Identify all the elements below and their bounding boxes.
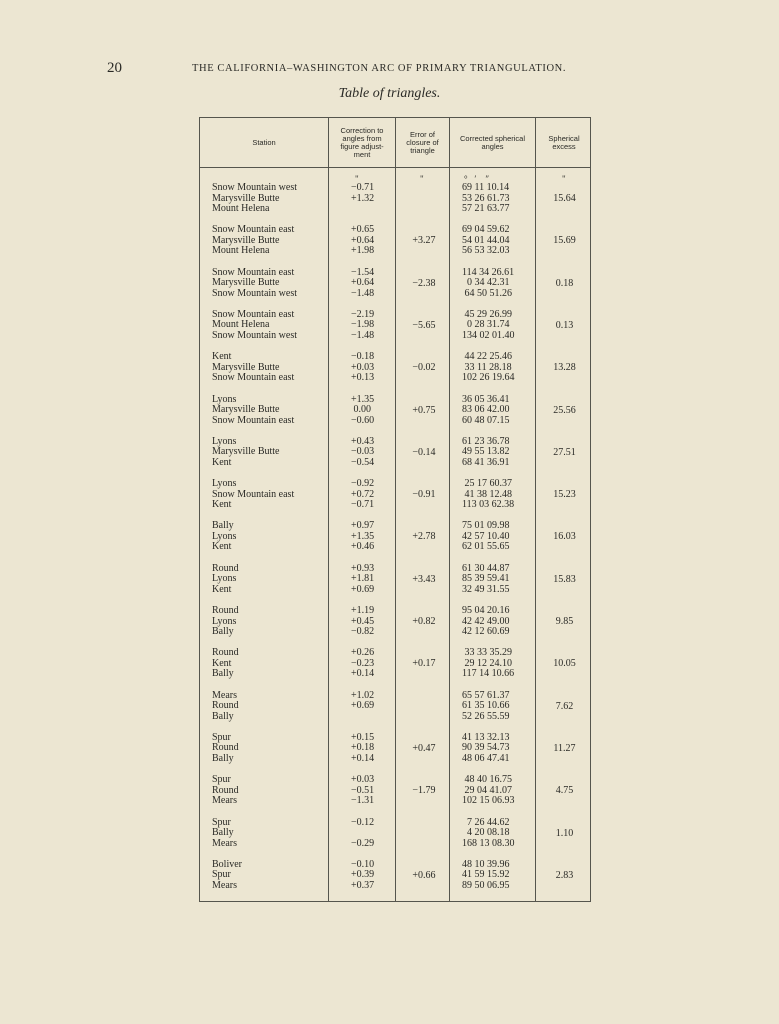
triangle-group bbox=[200, 606, 592, 639]
corrections: −0.10 +0.39 +0.37 bbox=[351, 858, 375, 891]
column-header-station: Station bbox=[252, 137, 276, 147]
triangle-group bbox=[200, 268, 592, 301]
closure-error: +0.17 bbox=[412, 658, 436, 670]
spherical-excess: 0.18 bbox=[555, 277, 574, 289]
units-excess: " bbox=[562, 174, 566, 184]
corrections: −2.19 −1.98 −1.48 bbox=[351, 308, 375, 341]
spherical-excess: 25.56 bbox=[553, 404, 576, 416]
station-names: Lyons Marysville Butte Kent bbox=[212, 435, 280, 468]
spherical-angles: 7 26 44.62 4 20 08.18 168 13 08.30 bbox=[462, 816, 515, 849]
table-title: Table of triangles. bbox=[338, 86, 441, 101]
spherical-excess: 15.69 bbox=[553, 235, 576, 247]
closure-error: +3.27 bbox=[412, 235, 436, 247]
station-names: Boliver Spur Mears bbox=[212, 858, 242, 891]
spherical-excess: 7.62 bbox=[555, 700, 574, 712]
spherical-angles: 65 57 61.37 61 35 10.66 52 26 55.59 bbox=[462, 689, 510, 722]
station-names: Snow Mountain west Marysville Butte Mount Helena bbox=[212, 182, 297, 214]
spherical-angles: 33 33 35.29 29 12 24.10 117 14 10.66 bbox=[462, 647, 515, 680]
triangle-group bbox=[200, 310, 592, 343]
spherical-angles: 41 13 32.13 90 39 54.73 48 06 47.41 bbox=[462, 731, 510, 764]
corrections: −0.92 +0.72 −0.71 bbox=[351, 478, 375, 511]
triangle-group bbox=[200, 648, 592, 681]
station-names: Round Lyons Bally bbox=[212, 605, 239, 637]
station-names: Round Lyons Kent bbox=[212, 562, 239, 595]
corrections: +1.02 +0.69 bbox=[351, 689, 375, 712]
spherical-angles: 25 17 60.37 41 38 12.48 113 03 62.38 bbox=[462, 478, 515, 511]
station-names: Round Kent Bally bbox=[212, 647, 239, 680]
corrections: +0.93 +1.81 +0.69 bbox=[351, 562, 375, 595]
spherical-angles: 75 01 09.98 42 57 10.40 62 01 55.65 bbox=[462, 520, 510, 553]
triangle-group bbox=[200, 564, 592, 597]
triangle-group bbox=[200, 437, 592, 470]
triangle-group bbox=[200, 225, 592, 258]
station-names: Mears Round Bally bbox=[212, 689, 239, 722]
closure-error: −1.79 bbox=[412, 785, 436, 797]
closure-error: −0.14 bbox=[412, 446, 436, 458]
station-names: Lyons Marysville Butte Snow Mountain east bbox=[212, 393, 295, 426]
page-number: 20 bbox=[107, 60, 122, 76]
station-names: Bally Lyons Kent bbox=[212, 520, 237, 553]
spherical-excess: 13.28 bbox=[553, 362, 576, 374]
header-divider bbox=[200, 167, 590, 168]
spherical-excess: 15.23 bbox=[553, 489, 576, 501]
corrections: +1.35 0.00 −0.60 bbox=[351, 393, 375, 426]
triangle-group bbox=[200, 818, 592, 851]
closure-error: +0.75 bbox=[412, 404, 436, 416]
corrections: −0.71 +1.32 bbox=[351, 182, 375, 204]
spherical-angles: 48 10 39.96 41 59 15.92 89 50 06.95 bbox=[462, 858, 510, 891]
spherical-excess: 16.03 bbox=[553, 531, 576, 543]
spherical-angles: 45 29 26.99 0 28 31.74 134 02 01.40 bbox=[462, 308, 515, 341]
spherical-excess: 9.85 bbox=[555, 616, 574, 627]
closure-error: +0.82 bbox=[412, 616, 436, 627]
station-names: Lyons Snow Mountain east Kent bbox=[212, 478, 295, 511]
spherical-angles: 69 11 10.14 53 26 61.73 57 21 63.77 bbox=[462, 182, 510, 214]
corrections: +0.43 −0.03 −0.54 bbox=[351, 435, 375, 468]
station-names: Snow Mountain east Marysville Butte Snow Mountain west bbox=[212, 266, 297, 299]
spherical-angles: 95 04 20.16 42 42 49.00 42 12 60.69 bbox=[462, 605, 510, 637]
spherical-excess: 11.27 bbox=[553, 742, 576, 754]
triangle-group bbox=[200, 691, 592, 724]
corrections: −1.54 +0.64 −1.48 bbox=[351, 266, 375, 299]
units-error: " bbox=[420, 174, 424, 184]
spherical-angles: 48 40 16.75 29 04 41.07 102 15 06.93 bbox=[462, 774, 515, 807]
station-names: Snow Mountain east Mount Helena Snow Mountain west bbox=[212, 308, 297, 341]
spherical-angles: 36 05 36.41 83 06 42.00 60 48 07.15 bbox=[462, 393, 510, 426]
closure-error: −5.65 bbox=[412, 319, 436, 331]
station-names: Spur Round Bally bbox=[212, 731, 239, 764]
corrections: +0.65 +0.64 +1.98 bbox=[351, 224, 375, 257]
spherical-excess: 2.83 bbox=[555, 869, 574, 881]
column-header-angles: Corrected spherical angles bbox=[459, 133, 526, 151]
spherical-excess: 4.75 bbox=[555, 785, 574, 797]
triangle-group bbox=[200, 775, 592, 808]
spherical-angles: 69 04 59.62 54 01 44.04 56 53 32.03 bbox=[462, 224, 510, 257]
triangle-group bbox=[200, 352, 592, 385]
station-names: Spur Bally Mears bbox=[212, 816, 237, 849]
corrections: +0.15 +0.18 +0.14 bbox=[351, 731, 375, 764]
triangle-group bbox=[200, 479, 592, 512]
closure-error: +0.47 bbox=[412, 742, 436, 754]
running-title: THE CALIFORNIA–WASHINGTON ARC OF PRIMARY TRIANGULATION. bbox=[192, 63, 567, 74]
corrections: −0.12 −0.29 bbox=[351, 816, 375, 849]
spherical-excess: 27.51 bbox=[553, 446, 576, 458]
column-header-correction: Correction to angles from figure adjust-ment bbox=[340, 125, 384, 159]
column-header-error: Error of closure of triangle bbox=[406, 129, 439, 155]
corrections: +0.03 −0.51 −1.31 bbox=[351, 774, 375, 807]
triangle-group bbox=[200, 860, 592, 893]
closure-error: −0.02 bbox=[412, 362, 436, 374]
spherical-angles: 61 30 44.87 85 39 59.41 32 49 31.55 bbox=[462, 562, 510, 595]
corrections: −0.18 +0.03 +0.13 bbox=[351, 351, 375, 384]
spherical-excess: 0.13 bbox=[555, 319, 574, 331]
corrections: +0.26 −0.23 +0.14 bbox=[351, 647, 375, 680]
closure-error: −2.38 bbox=[412, 277, 436, 289]
corrections: +0.97 +1.35 +0.46 bbox=[351, 520, 375, 553]
units-angles: ° ′ ″ bbox=[464, 174, 490, 184]
closure-error: +2.78 bbox=[412, 531, 436, 543]
spherical-excess: 15.64 bbox=[553, 193, 576, 204]
spherical-excess: 15.83 bbox=[553, 573, 576, 585]
spherical-angles: 114 34 26.61 0 34 42.31 64 50 51.26 bbox=[462, 266, 515, 299]
spherical-angles: 61 23 36.78 49 55 13.82 68 41 36.91 bbox=[462, 435, 510, 468]
station-names: Snow Mountain east Marysville Butte Mount Helena bbox=[212, 224, 295, 257]
page-header bbox=[0, 60, 779, 80]
triangle-group bbox=[200, 521, 592, 554]
triangle-group bbox=[200, 733, 592, 766]
triangle-group bbox=[200, 183, 592, 216]
spherical-excess: 1.10 bbox=[555, 827, 574, 839]
column-header-excess: Spherical excess bbox=[548, 133, 580, 151]
closure-error: +0.66 bbox=[412, 869, 436, 881]
spherical-excess: 10.05 bbox=[553, 658, 576, 670]
closure-error: −0.91 bbox=[412, 489, 436, 501]
spherical-angles: 44 22 25.46 33 11 28.18 102 26 19.64 bbox=[462, 351, 515, 384]
closure-error: +3.43 bbox=[412, 573, 436, 585]
corrections: +1.19 +0.45 −0.82 bbox=[351, 605, 375, 637]
triangles-table bbox=[199, 117, 591, 902]
station-names: Spur Round Mears bbox=[212, 774, 239, 807]
station-names: Kent Marysville Butte Snow Mountain east bbox=[212, 351, 295, 384]
triangle-group bbox=[200, 395, 592, 428]
units-correction: " bbox=[355, 174, 359, 184]
